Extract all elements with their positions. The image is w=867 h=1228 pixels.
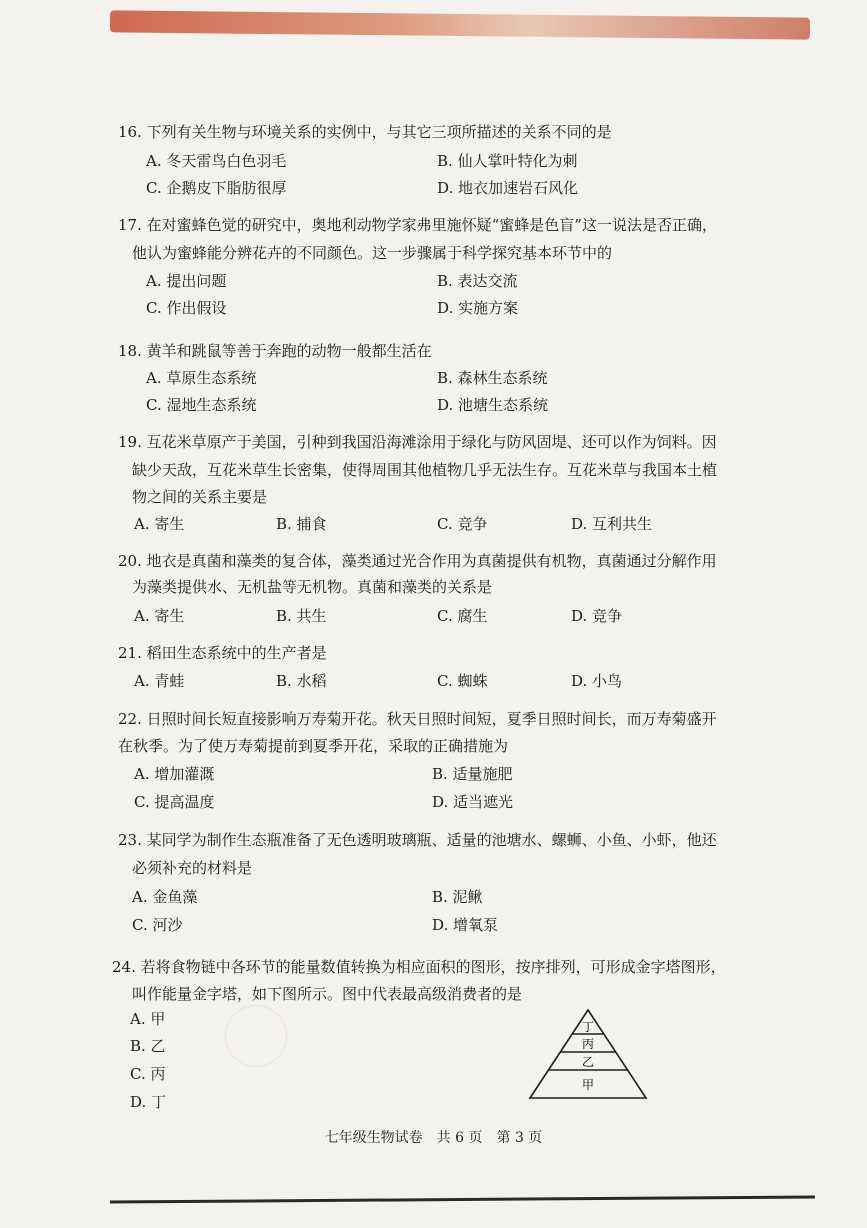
bleed-through-circle: [225, 1005, 287, 1067]
q18-option-a: A. 草原生态系统: [146, 369, 257, 387]
pyramid-level-jia: 甲: [581, 1078, 595, 1092]
q22-stem-1: 22. 日照时间长短直接影响万寿菊开花。秋天日照时间短，夏季日照时间长，而万寿菊盛开: [118, 710, 717, 728]
q24-stem-1: 24. 若将食物链中各环节的能量数值转换为相应面积的图形，按序排列，可形成金字塔图形，: [112, 958, 726, 976]
q21-option-b: B. 水稻: [276, 672, 327, 690]
q18-option-d: D. 池塘生态系统: [437, 396, 549, 414]
q21-option-d: D. 小鸟: [571, 672, 623, 690]
q21-stem-1: 21. 稻田生态系统中的生产者是: [118, 644, 327, 662]
q22-option-a: A. 增加灌溉: [134, 765, 215, 783]
q17-stem-2: 他认为蜜蜂能分辨花卉的不同颜色。这一步骤属于科学探究基本环节中的: [132, 244, 613, 262]
q19-stem-2: 缺少天敌，互花米草生长密集，使得周围其他植物几乎无法生存。互花米草与我国本土植: [132, 461, 718, 479]
q24-option-c: C. 丙: [130, 1065, 166, 1083]
q22-option-d: D. 适当遮光: [432, 793, 514, 811]
q21-option-a: A. 青蛙: [134, 672, 185, 690]
q19-stem-1: 19. 互花米草原产于美国，引种到我国沿海滩涂用于绿化与防风固堤、还可以作为饲料。因: [118, 433, 717, 451]
q24-option-b: B. 乙: [130, 1037, 166, 1055]
q21-option-c: C. 蜘蛛: [437, 672, 488, 690]
pyramid-level-bing: 丙: [581, 1037, 595, 1051]
q20-stem-1: 20. 地衣是真菌和藻类的复合体，藻类通过光合作用为真菌提供有机物，真菌通过分解作用: [118, 552, 717, 570]
q23-stem-1: 23. 某同学为制作生态瓶准备了无色透明玻璃瓶、适量的池塘水、螺蛳、小鱼、小虾，他还: [118, 831, 717, 849]
q20-stem-2: 为藻类提供水、无机盐等无机物。真菌和藻类的关系是: [132, 578, 493, 596]
q22-stem-2: 在秋季。为了使万寿菊提前到夏季开花，采取的正确措施为: [118, 737, 509, 755]
q19-option-a: A. 寄生: [134, 515, 185, 533]
q16-stem-1: 16. 下列有关生物与环境关系的实例中，与其它三项所描述的关系不同的是: [118, 123, 612, 141]
q24-option-a: A. 甲: [130, 1010, 166, 1028]
q22-option-c: C. 提高温度: [134, 793, 215, 811]
q24-stem-2: 叫作能量金字塔，如下图所示。图中代表最高级消费者的是: [132, 985, 523, 1003]
q20-option-d: D. 竞争: [571, 607, 623, 625]
scan-bottom-edge: [110, 1196, 815, 1204]
q17-option-c: C. 作出假设: [146, 299, 227, 317]
q17-stem-1: 17. 在对蜜蜂色觉的研究中，奥地利动物学家弗里施怀疑“蜜蜂是色盲”这一说法是否正确，: [118, 216, 717, 234]
pyramid-level-yi: 乙: [581, 1055, 595, 1069]
energy-pyramid-diagram: [528, 1008, 648, 1100]
q23-option-a: A. 金鱼藻: [132, 888, 198, 906]
q16-option-a: A. 冬天雷鸟白色羽毛: [146, 152, 287, 170]
q20-option-c: C. 腐生: [437, 607, 488, 625]
q17-option-a: A. 提出问题: [146, 272, 227, 290]
q19-stem-3: 物之间的关系主要是: [132, 488, 268, 506]
q24-option-d: D. 丁: [130, 1093, 167, 1111]
q23-option-c: C. 河沙: [132, 916, 183, 934]
scan-top-band: [110, 10, 810, 39]
q19-option-c: C. 竞争: [437, 515, 488, 533]
page-footer: 七年级生物试卷 共 6 页 第 3 页: [324, 1130, 543, 1146]
q22-option-b: B. 适量施肥: [432, 765, 513, 783]
q17-option-b: B. 表达交流: [437, 272, 518, 290]
q16-option-b: B. 仙人掌叶特化为刺: [437, 152, 578, 170]
q16-option-d: D. 地衣加速岩石风化: [437, 179, 579, 197]
q19-option-b: B. 捕食: [276, 515, 327, 533]
q16-option-c: C. 企鹅皮下脂肪很厚: [146, 179, 287, 197]
q23-option-d: D. 增氧泵: [432, 916, 499, 934]
pyramid-level-ding: 丁: [581, 1020, 595, 1034]
q20-option-a: A. 寄生: [134, 607, 185, 625]
q17-option-d: D. 实施方案: [437, 299, 519, 317]
q23-option-b: B. 泥鳅: [432, 888, 483, 906]
q23-stem-2: 必须补充的材料是: [132, 859, 253, 877]
q18-option-c: C. 湿地生态系统: [146, 396, 257, 414]
q19-option-d: D. 互利共生: [571, 515, 653, 533]
q18-stem-1: 18. 黄羊和跳鼠等善于奔跑的动物一般都生活在: [118, 342, 432, 360]
q20-option-b: B. 共生: [276, 607, 327, 625]
q18-option-b: B. 森林生态系统: [437, 369, 548, 387]
